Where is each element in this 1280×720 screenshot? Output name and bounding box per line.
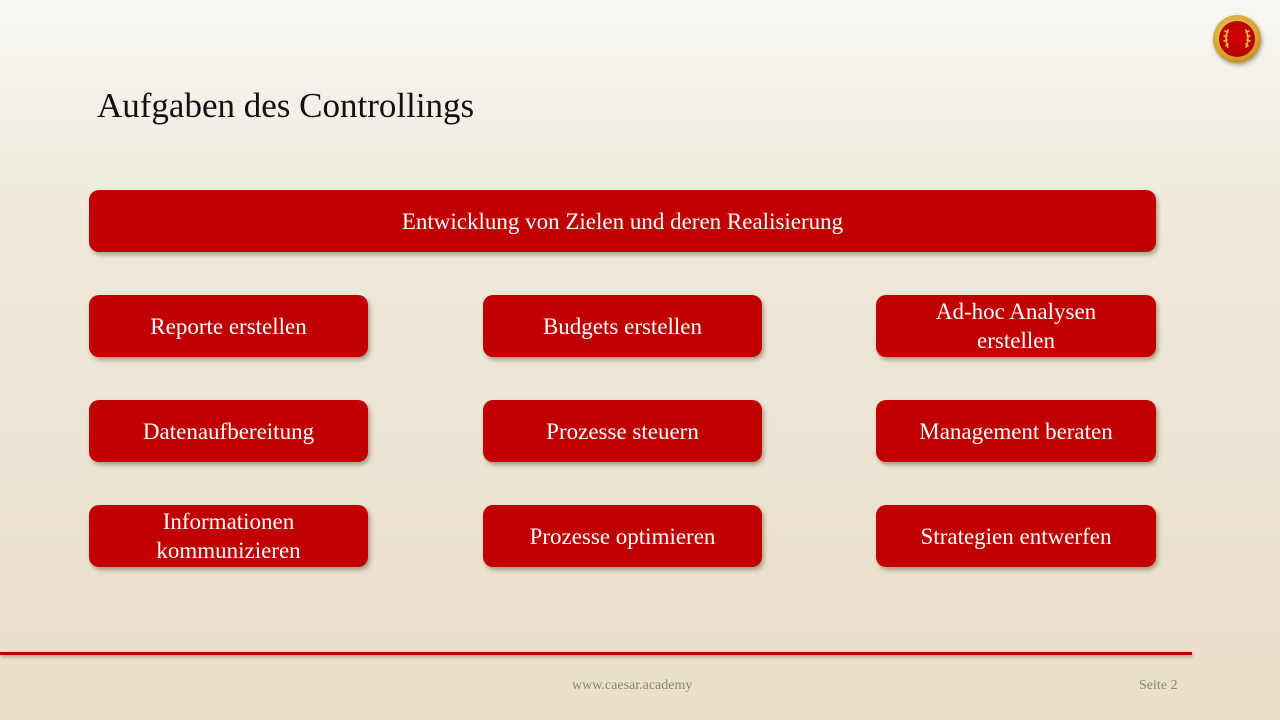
task-box-process-optimization[interactable]: Prozesse optimieren xyxy=(483,505,762,567)
task-box-reports[interactable]: Reporte erstellen xyxy=(89,295,368,357)
task-box-management-advice[interactable]: Management beraten xyxy=(876,400,1156,462)
slide-title: Aufgaben des Controllings xyxy=(97,86,475,125)
task-box-budgets[interactable]: Budgets erstellen xyxy=(483,295,762,357)
footer-url: www.caesar.academy xyxy=(572,678,693,693)
laurel-wreath-medallion-icon xyxy=(1213,15,1261,63)
task-box-process-control[interactable]: Prozesse steuern xyxy=(483,400,762,462)
task-box-strategy-design[interactable]: Strategien entwerfen xyxy=(876,505,1156,567)
goal-development-box[interactable]: Entwicklung von Zielen und deren Realisierung xyxy=(89,190,1156,252)
task-box-data-preparation[interactable]: Datenaufbereitung xyxy=(89,400,368,462)
task-box-adhoc-analyses[interactable]: Ad-hoc Analysen erstellen xyxy=(876,295,1156,357)
page-number: Seite 2 xyxy=(1139,678,1178,693)
task-box-communicate-information[interactable]: Informationen kommunizieren xyxy=(89,505,368,567)
footer-divider xyxy=(0,652,1192,655)
